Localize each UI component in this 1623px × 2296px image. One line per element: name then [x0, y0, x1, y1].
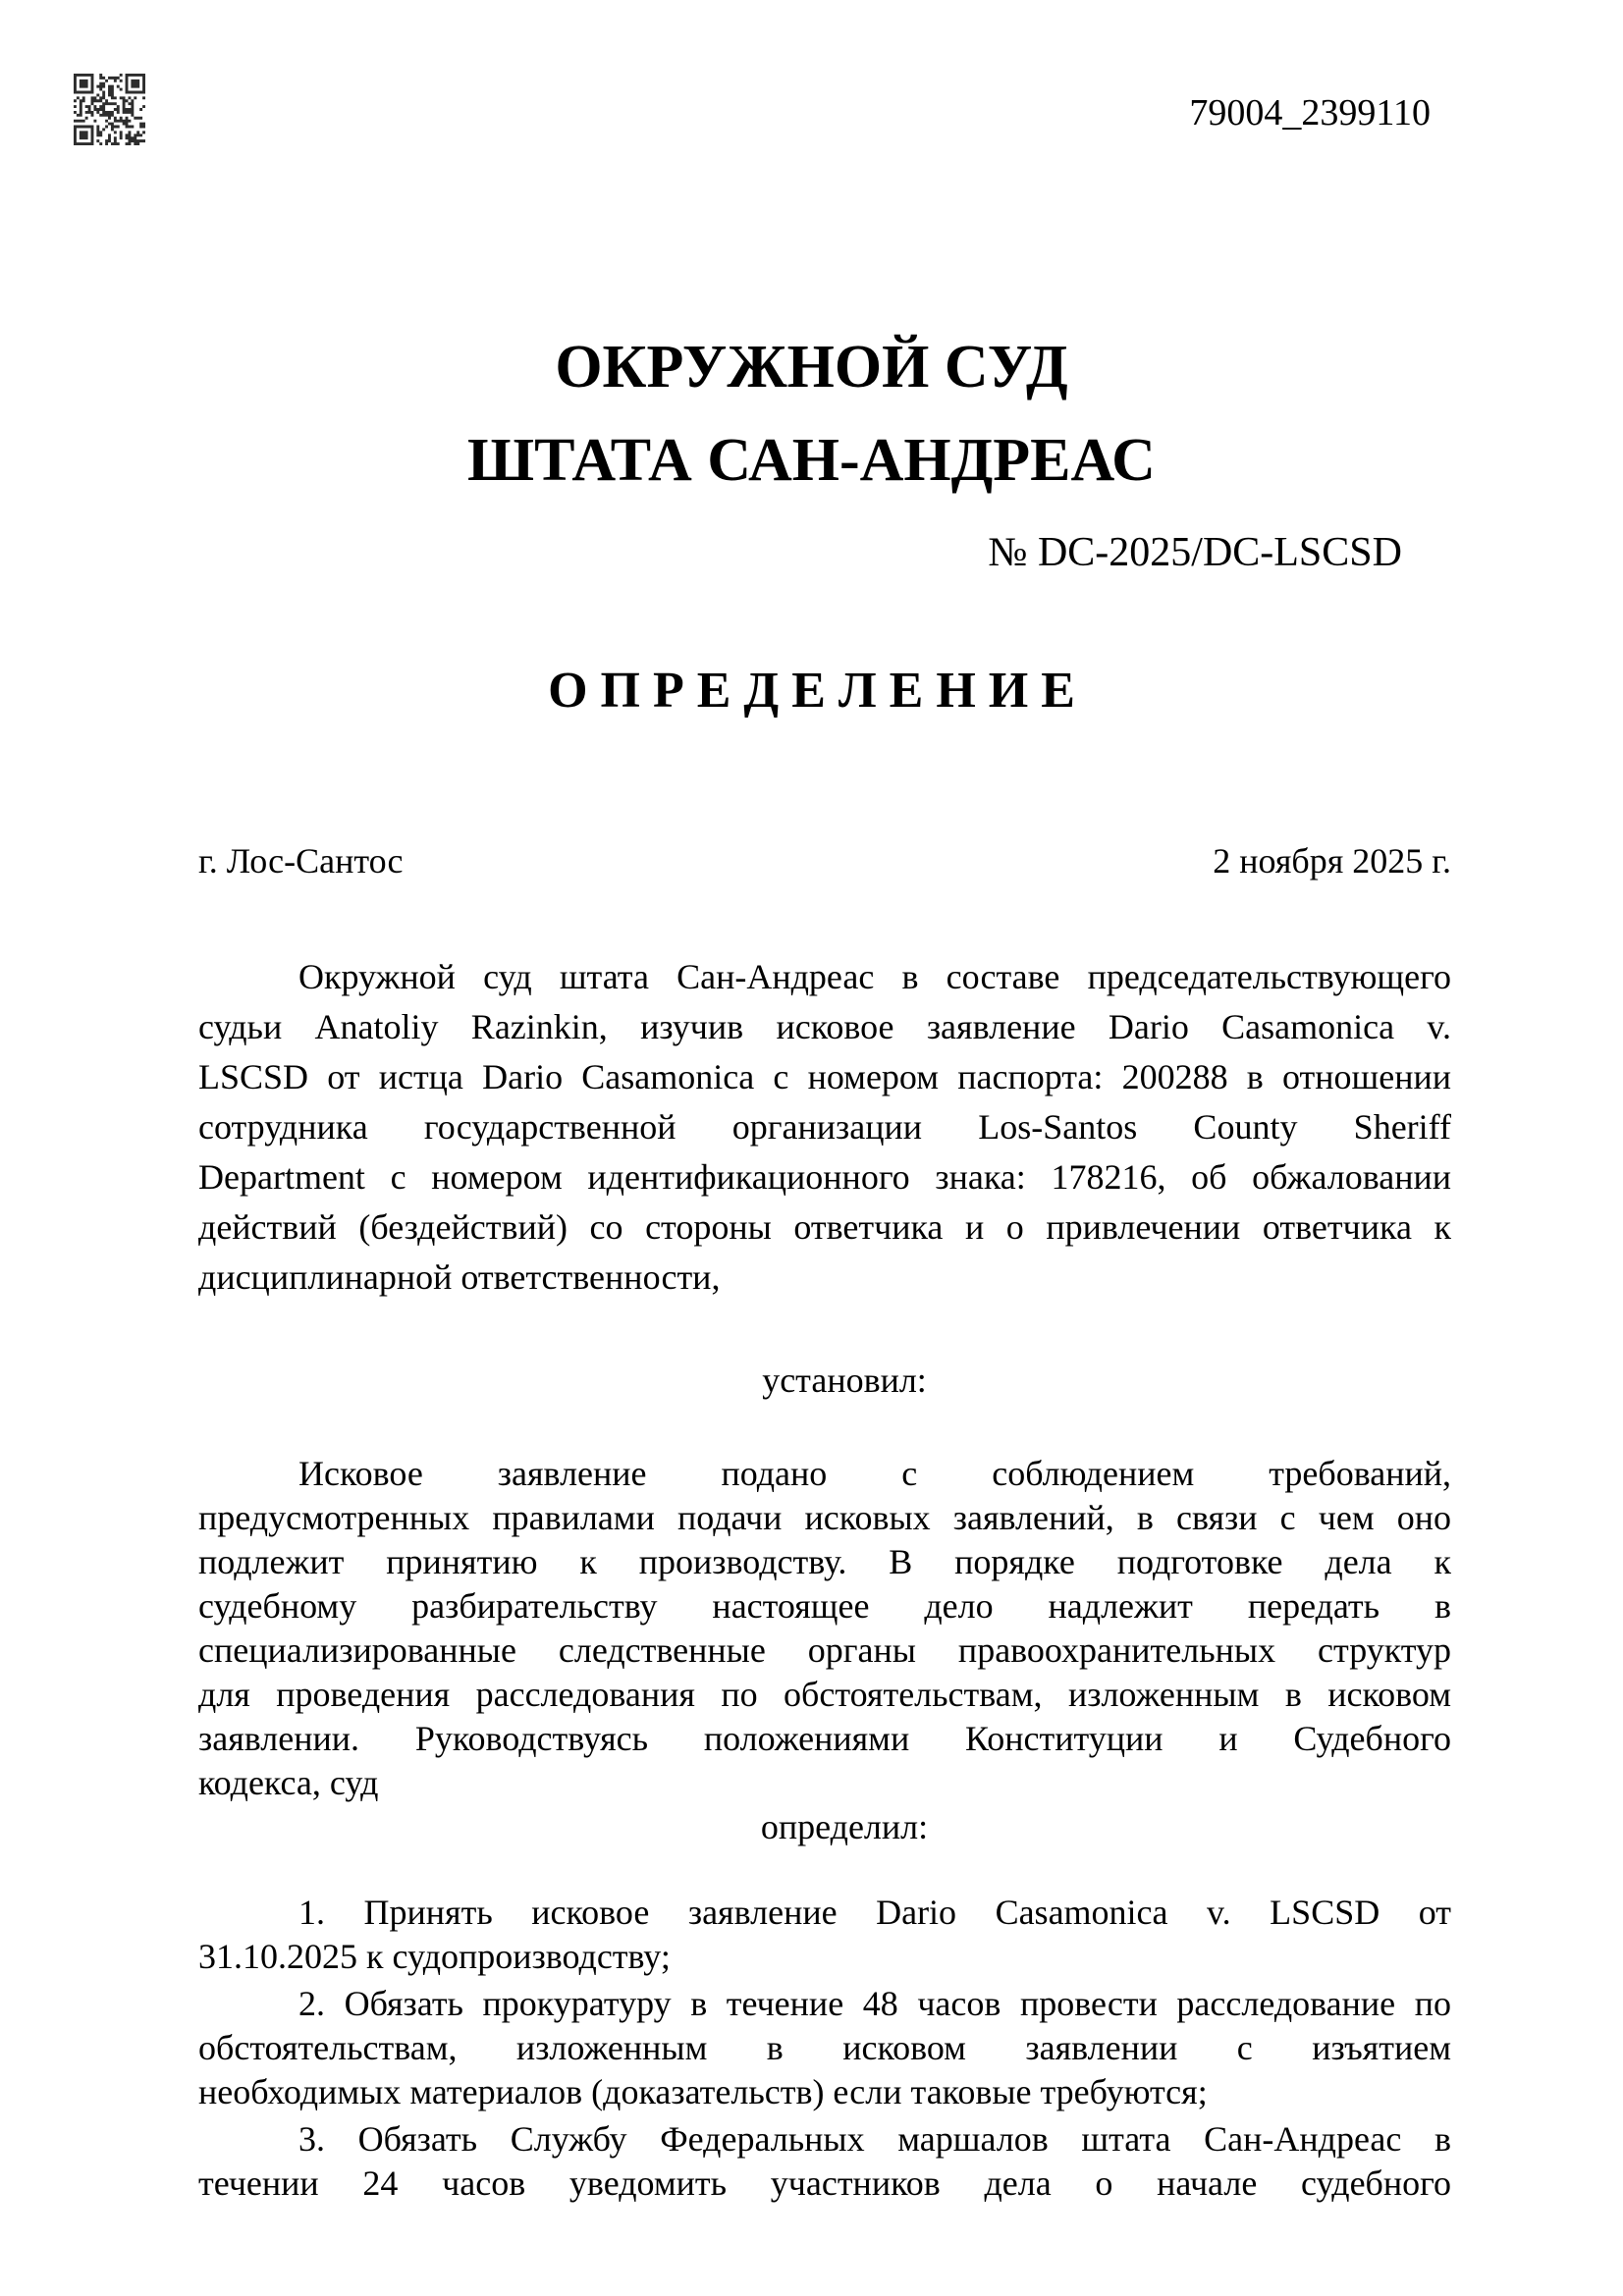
intro-paragraph-line: действий (бездействий) со стороны ответчика и о привлечении ответчика к: [198, 1207, 1451, 1247]
court-title: [0, 321, 1623, 507]
order-item-line: 3. Обязать Службу Федеральных маршалов штата Сан-Андреас в: [298, 2119, 1451, 2159]
order-item-line: 1. Принять исковое заявление Dario Casamonica v. LSCSD от: [298, 1893, 1451, 1932]
order-item: [198, 1891, 1451, 1979]
order-item-line: необходимых материалов (доказательств) если таковые требуются;: [198, 2072, 1208, 2111]
findings-paragraph-line: специализированные следственные органы правоохранительных структур: [198, 1630, 1451, 1670]
findings-paragraph-line: Исковое заявление подано с соблюдением требований,: [298, 1454, 1451, 1493]
findings-paragraph-line: для проведения расследования по обстоятельствам, изложенным в исковом: [198, 1675, 1451, 1714]
intro-paragraph-line: судьи Anatoliy Razinkin, изучив исковое заявление Dario Casamonica v.: [198, 1007, 1451, 1046]
document-body: [0, 839, 1623, 2206]
order-list: [198, 1891, 1451, 2206]
dateline-date: 2 ноября 2025 г.: [1213, 841, 1451, 881]
order-item: [198, 1982, 1451, 2114]
intro-paragraph-line: дисциплинарной ответственности,: [198, 1257, 721, 1297]
dateline: [198, 839, 1451, 883]
order-item-line: течении 24 часов уведомить участников дела о начале судебного: [198, 2163, 1451, 2203]
qr-code-svg: [74, 74, 145, 145]
order-item-line: 2. Обязать прокуратуру в течение 48 часов провести расследование по: [298, 1984, 1451, 2023]
case-number: № DC-2025/DC-LSCSD: [988, 530, 1402, 575]
court-title-line1: ОКРУЖНОЙ СУД: [555, 334, 1068, 400]
intro-paragraph-line: LSCSD от истца Dario Casamonica с номером паспорта: 200288 в отношении: [198, 1057, 1451, 1096]
order-item-line: обстоятельствам, изложенным в исковом заявлении с изъятием: [198, 2028, 1451, 2067]
findings-paragraph-line: кодекса, суд: [198, 1763, 379, 1802]
findings-paragraph-line: подлежит принятию к производству. В порядке подготовке дела к: [198, 1542, 1451, 1581]
order-item-line: 31.10.2025 к судопроизводству;: [198, 1937, 671, 1976]
findings-paragraph-line: судебному разбирательству настоящее дело надлежит передать в: [198, 1586, 1451, 1626]
findings-paragraph: [198, 1452, 1451, 1805]
qr-code: [74, 74, 145, 145]
intro-paragraph: [198, 952, 1451, 1303]
intro-paragraph-line: сотрудника государственной организации Los-Santos County Sheriff: [198, 1107, 1451, 1147]
ordered-label: определил:: [760, 1807, 929, 1846]
order-item: [198, 2117, 1451, 2206]
findings-paragraph-line: заявлении. Руководствуясь положениями Конституции и Судебного: [198, 1719, 1451, 1758]
established-label: установил:: [762, 1361, 927, 1400]
scan-id: 79004_2399110: [1189, 92, 1431, 133]
dateline-city: г. Лос-Сантос: [198, 841, 404, 881]
findings-paragraph-line: предусмотренных правилами подачи исковых заявлений, в связи с чем оно: [198, 1498, 1451, 1537]
doc-type-heading: О П Р Е Д Е Л Е Н И Е: [548, 663, 1075, 719]
intro-paragraph-line: Окружной суд штата Сан-Андреас в составе председательствующего: [298, 957, 1451, 996]
intro-paragraph-line: Department с номером идентификационного знака: 178216, об обжаловании: [198, 1157, 1451, 1197]
court-title-line2: ШТАТА САН-АНДРЕАС: [467, 427, 1156, 494]
